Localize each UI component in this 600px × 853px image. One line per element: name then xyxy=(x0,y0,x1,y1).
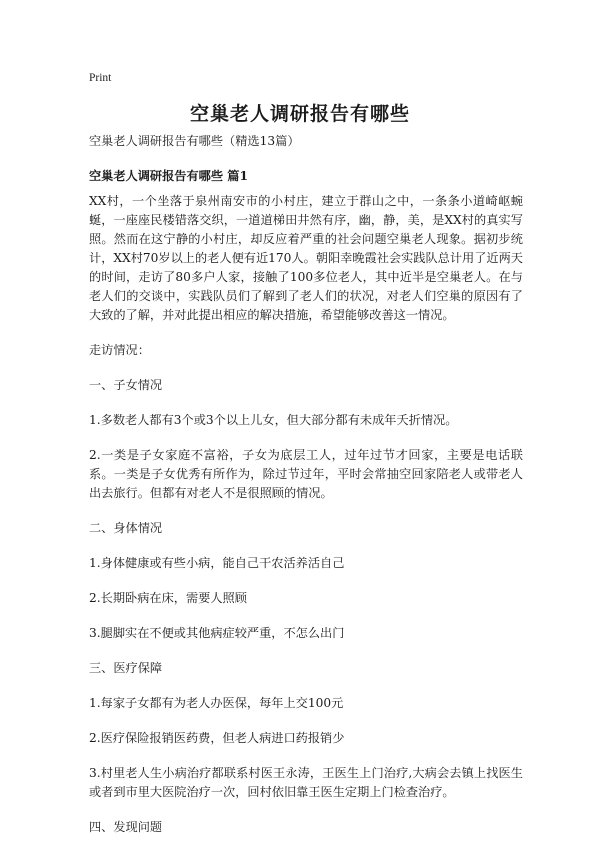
document-body xyxy=(89,132,523,853)
list-item: 3.腿脚实在不便或其他病症较严重，不怎么出门 xyxy=(89,626,345,640)
list-item: 2.医疗保险报销医药费，但老人病进口药报销少 xyxy=(89,731,345,745)
heading-children: 一、子女情况 xyxy=(89,378,163,392)
list-item: 1.多数老人都有3个或3个以上儿女，但大部分都有未成年夭折情况。 xyxy=(89,413,458,427)
intro-paragraph: XX村，一个坐落于泉州南安市的小村庄，建立于群山之中，一条条小道崎岖蜿蜒，一座座民楼错落交织，一道道梯田井然有序，幽，静，美，是XX村的真实写照。然而在这宁静的小村庄，却反应着严重的社会问题空巢老人现象。据初步统计，XX村70岁以上的老人便有近170人。朝阳幸晚霞社会实践队总计用了近两天的时间，走访了80多户人家，接触了100多位老人，其中近半是空巢老人。在与老人们的交谈中，实践队员们了解到了老人们的状况，对老人们空巢的原因有了大致的了解，并对此提出相应的解决措施，希望能够改善这一情况。 xyxy=(89,194,523,322)
page-title: 空巢老人调研报告有哪些 xyxy=(189,103,410,125)
subtitle: 空巢老人调研报告有哪些（精选13篇） xyxy=(89,134,300,148)
heading-health: 二、身体情况 xyxy=(89,521,163,535)
list-item: 3.村里老人生小病治疗都联系村医王永涛，王医生上门治疗,大病会去镇上找医生或者到市里大医院治疗一次，回村依旧靠王医生定期上门检查治疗。 xyxy=(89,766,523,799)
list-item: 2.长期卧病在床，需要人照顾 xyxy=(89,591,247,605)
list-item: 2.一类是子女家庭不富裕，子女为底层工人，过年过节才回家，主要是电话联系。一类是子女优秀有所作为，除过节过年，平时会常抽空回家陪老人或带老人出去旅行。但都有对老人不是很照顾的情况。 xyxy=(89,448,523,500)
heading-problems: 四、发现问题 xyxy=(89,820,163,834)
list-item: 1.身体健康或有些小病，能自己干农活养活自己 xyxy=(89,556,345,570)
visit-label: 走访情况： xyxy=(89,343,150,357)
heading-medical: 三、医疗保障 xyxy=(89,661,163,675)
section-title: 空巢老人调研报告有哪些 篇1 xyxy=(89,169,248,183)
print-link[interactable]: Print xyxy=(89,72,112,84)
list-item: 1.每家子女都有为老人办医保，每年上交100元 xyxy=(89,696,344,710)
